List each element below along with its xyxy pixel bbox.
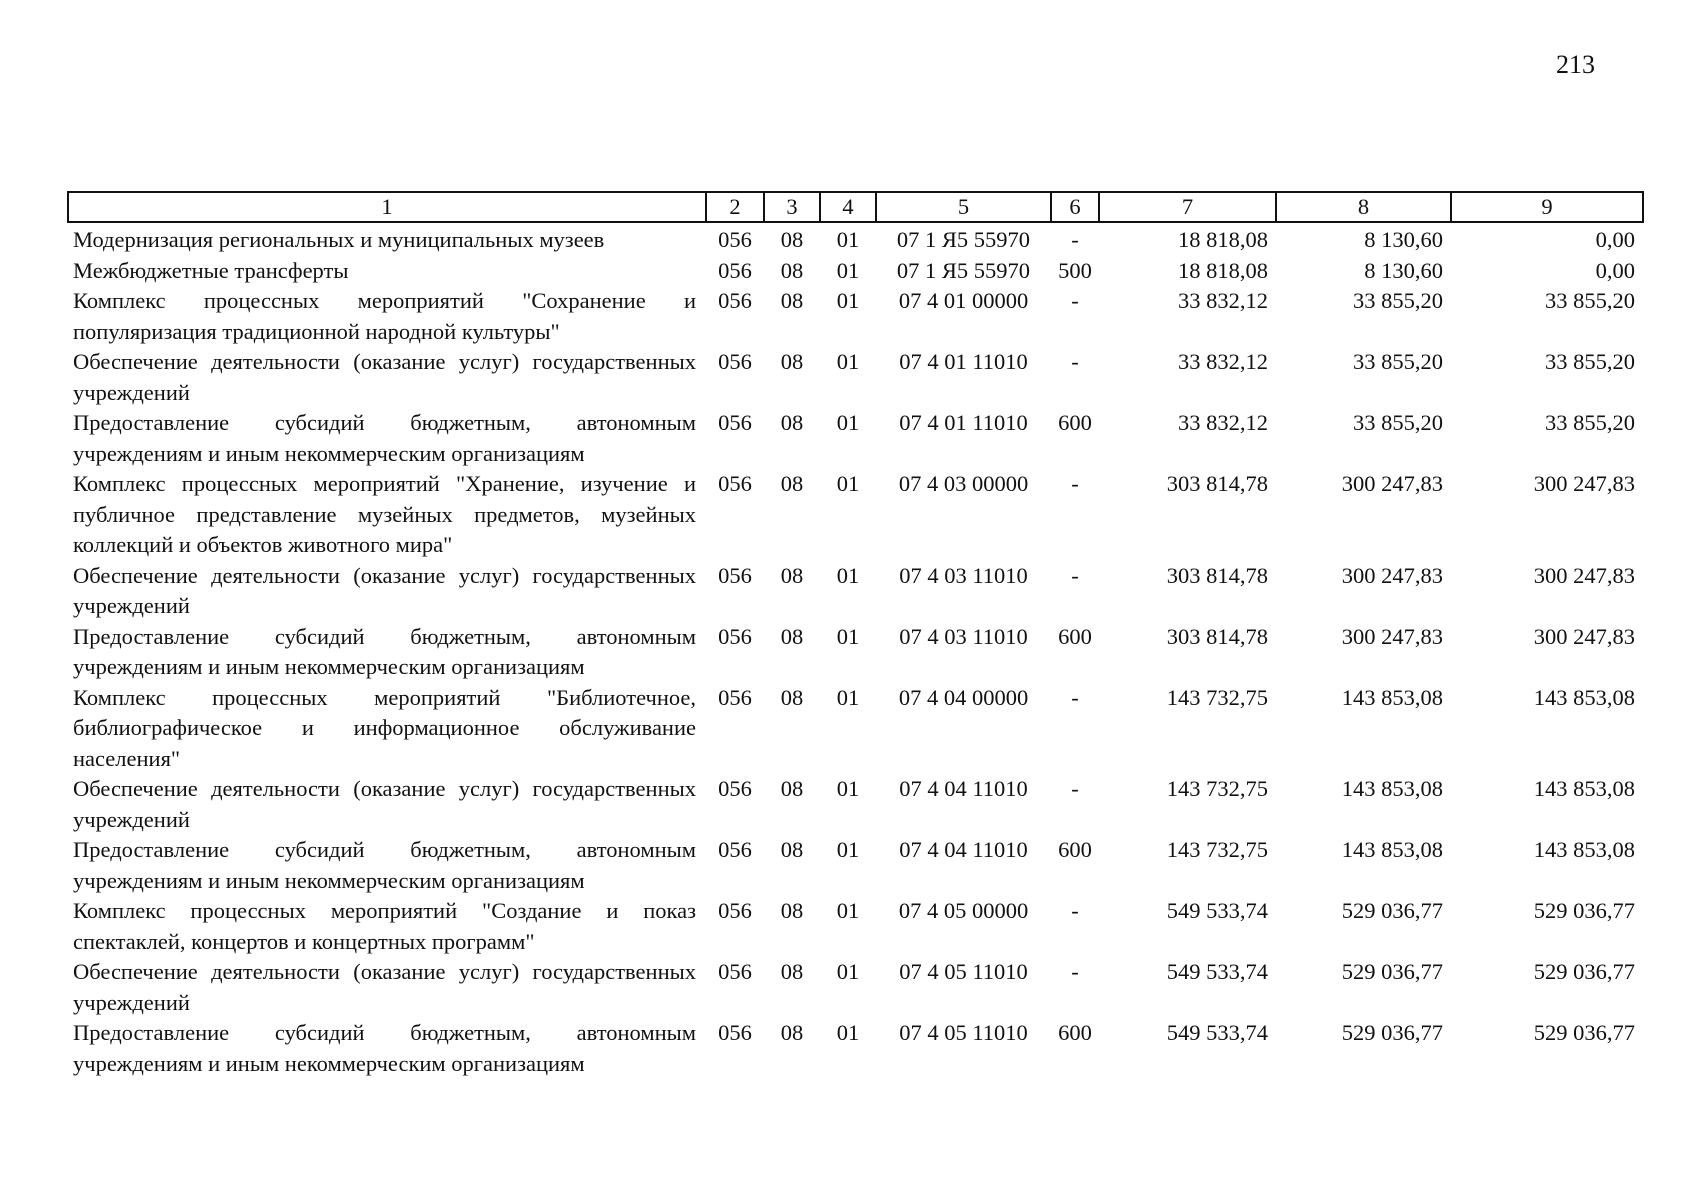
page-number: 213 bbox=[1556, 50, 1595, 79]
amount-col-7: 549 533,74 bbox=[1166, 959, 1268, 984]
target-article-code: 07 4 01 11010 bbox=[899, 349, 1028, 374]
ministry-code: 056 bbox=[718, 349, 752, 374]
amount-col-8: 143 853,08 bbox=[1341, 837, 1443, 862]
amount-col-9: 33 855,20 bbox=[1545, 288, 1635, 313]
expense-name: Обеспечение деятельности (оказание услуг) государственных учреждений bbox=[73, 776, 696, 832]
amount-col-7: 33 832,12 bbox=[1178, 349, 1268, 374]
header-col-4: 4 bbox=[820, 192, 876, 222]
amount-col-8: 300 247,83 bbox=[1341, 562, 1443, 588]
ministry-code: 056 bbox=[718, 684, 752, 710]
table-row bbox=[68, 469, 1643, 561]
target-article-code: 07 1 Я5 55970 bbox=[896, 257, 1031, 283]
amount-col-7: 143 732,75 bbox=[1166, 684, 1268, 710]
target-article-code: 07 4 04 11010 bbox=[899, 776, 1028, 801]
target-article-code: 07 4 05 00000 bbox=[898, 898, 1029, 923]
amount-col-9: 143 853,08 bbox=[1533, 837, 1635, 862]
subsection-code: 01 bbox=[836, 684, 860, 710]
subsection-code: 01 bbox=[836, 257, 860, 283]
amount-col-7: 549 533,74 bbox=[1166, 1020, 1268, 1045]
target-article-code: 07 4 04 00000 bbox=[898, 684, 1029, 710]
table-row bbox=[68, 835, 1643, 896]
section-code: 08 bbox=[780, 684, 804, 710]
amount-col-9: 33 855,20 bbox=[1545, 410, 1635, 435]
table-row bbox=[68, 408, 1643, 469]
expense-type-code: - bbox=[1071, 349, 1079, 374]
table-row bbox=[68, 896, 1643, 957]
amount-col-7: 303 814,78 bbox=[1166, 471, 1268, 496]
expense-type-code: 600 bbox=[1058, 410, 1092, 435]
subsection-code: 01 bbox=[836, 288, 860, 313]
ministry-code: 056 bbox=[718, 1020, 752, 1045]
subsection-code: 01 bbox=[836, 227, 860, 252]
amount-col-7: 18 818,08 bbox=[1178, 257, 1268, 283]
expense-name: Комплекс процессных мероприятий "Создание и показ спектаклей, концертов и концертных программ" bbox=[73, 898, 696, 954]
amount-col-9: 300 247,83 bbox=[1533, 562, 1635, 588]
table-row bbox=[68, 286, 1643, 347]
table-header bbox=[68, 192, 1643, 222]
table-row bbox=[68, 957, 1643, 1018]
ministry-code: 056 bbox=[718, 288, 752, 313]
subsection-code: 01 bbox=[836, 623, 860, 649]
amount-col-9: 529 036,77 bbox=[1533, 959, 1635, 984]
expense-name: Предоставление субсидий бюджетным, автономным учреждениям и иным некоммерческим организациям bbox=[73, 623, 696, 679]
expense-type-code: - bbox=[1071, 471, 1079, 496]
amount-col-7: 303 814,78 bbox=[1166, 562, 1268, 588]
expense-type-code: - bbox=[1071, 959, 1079, 984]
amount-col-8: 33 855,20 bbox=[1353, 410, 1443, 435]
table-row bbox=[68, 1018, 1643, 1079]
amount-col-8: 300 247,83 bbox=[1341, 471, 1443, 496]
header-col-3: 3 bbox=[764, 192, 820, 222]
expense-name: Комплекс процессных мероприятий "Хранение, изучение и публичное представление музейных предметов, музейных коллекций и объектов животного мира" bbox=[73, 471, 696, 557]
section-code: 08 bbox=[780, 1020, 804, 1045]
table-body bbox=[68, 222, 1643, 1079]
target-article-code: 07 4 03 00000 bbox=[898, 471, 1029, 496]
table-row bbox=[68, 347, 1643, 408]
amount-col-9: 300 247,83 bbox=[1533, 623, 1635, 649]
section-code: 08 bbox=[780, 257, 804, 283]
ministry-code: 056 bbox=[718, 471, 752, 496]
target-article-code: 07 4 05 11010 bbox=[899, 1020, 1028, 1045]
amount-col-9: 143 853,08 bbox=[1533, 776, 1635, 801]
amount-col-7: 549 533,74 bbox=[1166, 898, 1268, 923]
header-col-2: 2 bbox=[706, 192, 764, 222]
table-row bbox=[68, 683, 1643, 775]
subsection-code: 01 bbox=[836, 471, 860, 496]
header-col-9: 9 bbox=[1451, 192, 1643, 222]
amount-col-9: 33 855,20 bbox=[1545, 349, 1635, 374]
header-row bbox=[68, 192, 1643, 222]
expense-name: Межбюджетные трансферты bbox=[73, 257, 349, 283]
ministry-code: 056 bbox=[718, 227, 752, 252]
expense-name: Обеспечение деятельности (оказание услуг) государственных учреждений bbox=[73, 562, 696, 618]
subsection-code: 01 bbox=[836, 1020, 860, 1045]
amount-col-8: 300 247,83 bbox=[1341, 623, 1443, 649]
ministry-code: 056 bbox=[718, 257, 752, 283]
expense-type-code: 600 bbox=[1058, 623, 1092, 649]
subsection-code: 01 bbox=[836, 562, 860, 588]
section-code: 08 bbox=[780, 837, 804, 862]
table-row bbox=[68, 222, 1643, 256]
header-col-6: 6 bbox=[1051, 192, 1099, 222]
amount-col-8: 529 036,77 bbox=[1341, 959, 1443, 984]
header-col-1: 1 bbox=[68, 192, 706, 222]
amount-col-8: 8 130,60 bbox=[1364, 227, 1443, 252]
section-code: 08 bbox=[780, 288, 804, 313]
section-code: 08 bbox=[780, 898, 804, 923]
ministry-code: 056 bbox=[718, 410, 752, 435]
table-row bbox=[68, 774, 1643, 835]
subsection-code: 01 bbox=[836, 837, 860, 862]
amount-col-8: 529 036,77 bbox=[1341, 898, 1443, 923]
budget-table bbox=[67, 191, 1644, 1079]
amount-col-8: 33 855,20 bbox=[1353, 288, 1443, 313]
amount-col-9: 529 036,77 bbox=[1533, 1020, 1635, 1045]
amount-col-7: 143 732,75 bbox=[1166, 776, 1268, 801]
section-code: 08 bbox=[780, 227, 804, 252]
section-code: 08 bbox=[780, 623, 804, 649]
amount-col-7: 18 818,08 bbox=[1178, 227, 1268, 252]
expense-name: Обеспечение деятельности (оказание услуг) государственных учреждений bbox=[73, 349, 696, 405]
amount-col-7: 303 814,78 bbox=[1166, 623, 1268, 649]
amount-col-8: 143 853,08 bbox=[1341, 684, 1443, 710]
amount-col-8: 33 855,20 bbox=[1353, 349, 1443, 374]
expense-name: Предоставление субсидий бюджетным, автономным учреждениям и иным некоммерческим организациям bbox=[73, 1020, 696, 1076]
expense-name: Предоставление субсидий бюджетным, автономным учреждениям и иным некоммерческим организациям bbox=[73, 837, 696, 893]
expense-type-code: - bbox=[1071, 898, 1079, 923]
table-row bbox=[68, 622, 1643, 683]
amount-col-9: 529 036,77 bbox=[1533, 898, 1635, 923]
section-code: 08 bbox=[780, 349, 804, 374]
section-code: 08 bbox=[780, 410, 804, 435]
target-article-code: 07 4 03 11010 bbox=[899, 562, 1028, 588]
amount-col-7: 33 832,12 bbox=[1178, 288, 1268, 313]
subsection-code: 01 bbox=[836, 410, 860, 435]
ministry-code: 056 bbox=[718, 776, 752, 801]
target-article-code: 07 4 03 11010 bbox=[899, 623, 1028, 649]
expense-name: Предоставление субсидий бюджетным, автономным учреждениям и иным некоммерческим организациям bbox=[73, 410, 696, 466]
expense-type-code: - bbox=[1071, 684, 1079, 710]
section-code: 08 bbox=[780, 471, 804, 496]
amount-col-8: 529 036,77 bbox=[1341, 1020, 1443, 1045]
expense-type-code: 600 bbox=[1058, 837, 1092, 862]
ministry-code: 056 bbox=[718, 562, 752, 588]
amount-col-7: 33 832,12 bbox=[1178, 410, 1268, 435]
subsection-code: 01 bbox=[836, 776, 860, 801]
expense-name: Комплекс процессных мероприятий "Сохранение и популяризация традиционной народной культуры" bbox=[73, 288, 696, 344]
ministry-code: 056 bbox=[718, 837, 752, 862]
expense-name: Комплекс процессных мероприятий "Библиотечное, библиографическое и информационное обслуживание населения" bbox=[73, 684, 696, 771]
amount-col-8: 143 853,08 bbox=[1341, 776, 1443, 801]
target-article-code: 07 1 Я5 55970 bbox=[896, 227, 1031, 252]
ministry-code: 056 bbox=[718, 898, 752, 923]
amount-col-9: 300 247,83 bbox=[1533, 471, 1635, 496]
expense-type-code: - bbox=[1071, 288, 1079, 313]
target-article-code: 07 4 01 11010 bbox=[899, 410, 1028, 435]
amount-col-9: 0,00 bbox=[1595, 257, 1635, 283]
expense-type-code: 600 bbox=[1058, 1020, 1092, 1045]
expense-type-code: 500 bbox=[1058, 257, 1092, 283]
expense-name: Модернизация региональных и муниципальных музеев bbox=[73, 227, 605, 252]
header-col-8: 8 bbox=[1276, 192, 1451, 222]
amount-col-9: 0,00 bbox=[1595, 227, 1635, 252]
subsection-code: 01 bbox=[836, 959, 860, 984]
target-article-code: 07 4 04 11010 bbox=[899, 837, 1028, 862]
table-row bbox=[68, 561, 1643, 622]
subsection-code: 01 bbox=[836, 349, 860, 374]
target-article-code: 07 4 01 00000 bbox=[898, 288, 1029, 313]
header-col-7: 7 bbox=[1099, 192, 1276, 222]
expense-type-code: - bbox=[1071, 562, 1079, 588]
target-article-code: 07 4 05 11010 bbox=[899, 959, 1028, 984]
ministry-code: 056 bbox=[718, 623, 752, 649]
expense-type-code: - bbox=[1071, 776, 1079, 801]
amount-col-7: 143 732,75 bbox=[1166, 837, 1268, 862]
amount-col-9: 143 853,08 bbox=[1533, 684, 1635, 710]
table-row bbox=[68, 256, 1643, 287]
section-code: 08 bbox=[780, 776, 804, 801]
amount-col-8: 8 130,60 bbox=[1364, 257, 1443, 283]
ministry-code: 056 bbox=[718, 959, 752, 984]
expense-name: Обеспечение деятельности (оказание услуг) государственных учреждений bbox=[73, 959, 696, 1015]
subsection-code: 01 bbox=[836, 898, 860, 923]
expense-type-code: - bbox=[1071, 227, 1079, 252]
section-code: 08 bbox=[780, 959, 804, 984]
header-col-5: 5 bbox=[876, 192, 1051, 222]
section-code: 08 bbox=[780, 562, 804, 588]
